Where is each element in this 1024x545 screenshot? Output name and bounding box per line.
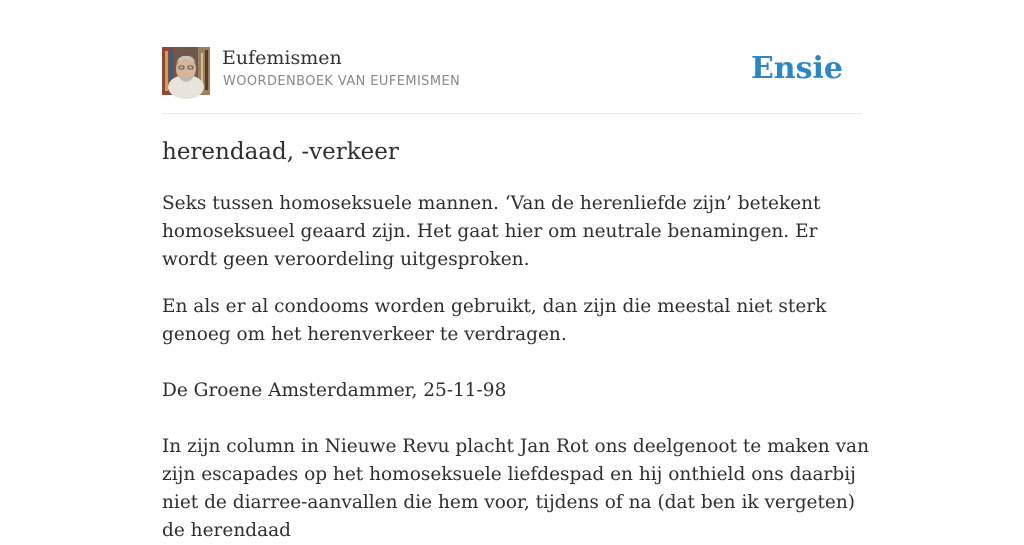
header-divider bbox=[162, 113, 862, 114]
author-name[interactable]: Eufemismen bbox=[222, 47, 342, 69]
quote-source: De Groene Amsterdammer, 25-11-98 bbox=[162, 380, 507, 401]
avatar-image bbox=[162, 47, 210, 95]
author-avatar[interactable] bbox=[162, 47, 210, 95]
page-header bbox=[162, 46, 862, 96]
definition-paragraph: Seks tussen homoseksuele mannen. ‘Van de herenliefde zijn’ betekent homoseksueel geaard zijn. Het gaat hier om neutrale benamingen. Er wordt geen veroordeling uitgesproken. bbox=[162, 193, 821, 270]
entry-title: herendaad, -verkeer bbox=[162, 139, 399, 165]
collection-name[interactable]: WOORDENBOEK VAN EUFEMISMEN bbox=[223, 74, 461, 89]
brand-logo[interactable]: Ensie bbox=[750, 51, 843, 86]
example-quote: En als er al condooms worden gebruikt, dan zijn die meestal niet sterk genoeg om het herenverkeer te verdragen. bbox=[162, 296, 827, 345]
example-paragraph: In zijn column in Nieuwe Revu placht Jan Rot ons deelgenoot te maken van zijn escapades op het homoseksuele liefdespad en hij onthield ons daarbij niet de diarree-aanvallen die hem voor, tijdens of na (dat ben ik vergeten) de herendaad bbox=[162, 436, 870, 541]
